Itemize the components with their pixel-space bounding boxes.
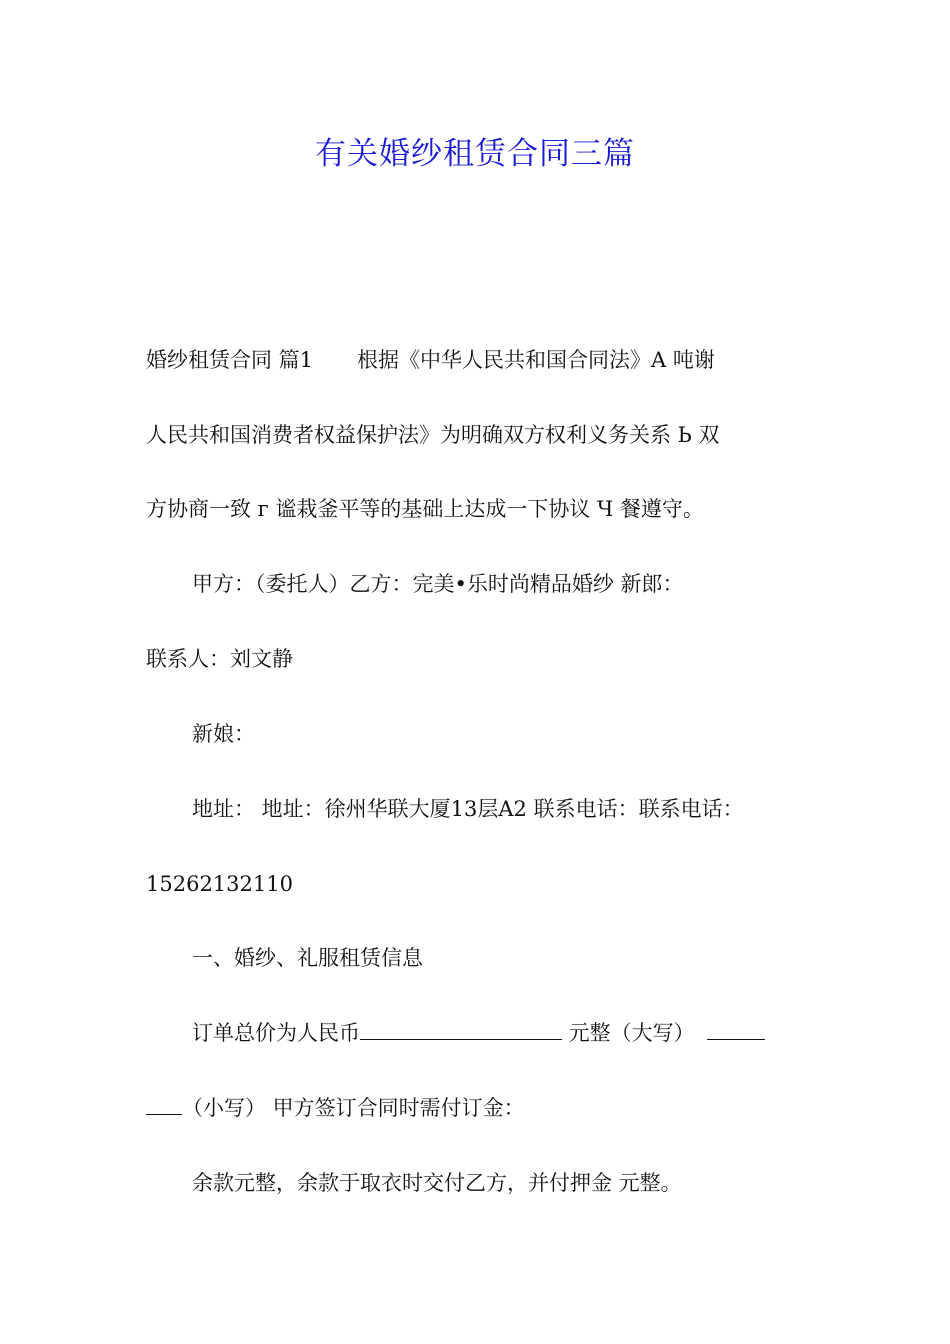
party-line: 甲方：（委托人）乙方：完美•乐时尚精品婚纱 新郎： <box>192 572 684 596</box>
bride-line: 新娘： <box>192 722 255 746</box>
price-blank <box>360 1019 562 1040</box>
lowercase-amount-blank <box>146 1094 182 1115</box>
address-line: 地址： 地址：徐州华联大厦13层A2 联系电话：联系电话： <box>192 797 744 821</box>
paragraph-line-1 <box>146 345 715 375</box>
line-text: 订单总价为人民币 <box>192 1021 360 1045</box>
paragraph-line-3: 方协商一致 г 谧栽釜平等的基础上达成一下协议 Ч 餐遵守。 <box>146 497 704 521</box>
order-price-line <box>192 1018 765 1048</box>
balance-line: 余款元整，余款于取衣时交付乙方，并付押金 元整。 <box>192 1171 682 1195</box>
line-text: 元整（大写） <box>562 1021 695 1045</box>
line-text: 根据《中华人民共和国合同法》A 吨谢 <box>357 348 715 372</box>
phone-number-line: 15262132110 <box>146 872 293 896</box>
uppercase-amount-blank <box>707 1019 765 1040</box>
contact-person-line: 联系人：刘文静 <box>146 647 293 671</box>
section-one-heading: 一、婚纱、礼服租赁信息 <box>192 946 423 970</box>
line-text: （小写） 甲方签订合同时需付订金： <box>182 1096 525 1120</box>
section-heading: 婚纱租赁合同 篇1 <box>146 348 314 372</box>
deposit-line <box>146 1093 525 1123</box>
document-title: 有关婚纱租赁合同三篇 <box>315 136 635 172</box>
paragraph-line-2: 人民共和国消费者权益保护法》为明确双方权利义务关系 Ь 双 <box>146 423 720 447</box>
